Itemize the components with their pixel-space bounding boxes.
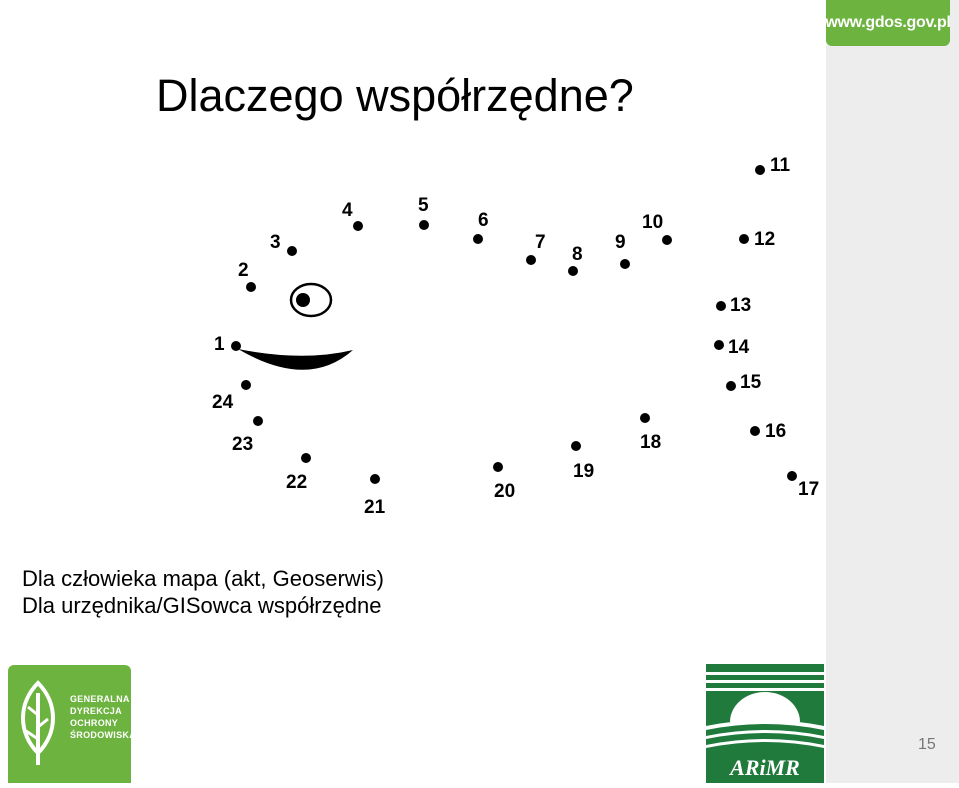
- page-number: 15: [918, 736, 936, 753]
- dot-10: [662, 235, 672, 245]
- fish-eye: [291, 284, 331, 316]
- dot-9: [620, 259, 630, 269]
- dot-label: 11: [770, 155, 791, 176]
- dot-label: 13: [730, 295, 752, 316]
- dot-label: 17: [798, 479, 820, 500]
- dot-label: 10: [642, 212, 664, 233]
- dot-label: 4: [342, 200, 353, 221]
- gdos-url-badge[interactable]: www.gdos.gov.pl: [826, 0, 950, 46]
- dot-18: [640, 413, 650, 423]
- slide-title: Dlaczego współrzędne?: [156, 70, 634, 121]
- dot-23: [253, 416, 263, 426]
- dot-7: [526, 255, 536, 265]
- dot-label: 6: [478, 210, 489, 231]
- body-line-2: Dla urzędnika/GISowca współrzędne: [22, 593, 382, 618]
- dot-label: 5: [418, 195, 429, 216]
- dot-label: 15: [740, 372, 762, 393]
- dot-21: [370, 474, 380, 484]
- dot-label: 1: [214, 334, 225, 355]
- dot-label: 2: [238, 260, 249, 281]
- dot-19: [571, 441, 581, 451]
- dot-label: 14: [728, 337, 750, 358]
- arimr-logo: [706, 664, 824, 783]
- dot-label: 8: [572, 244, 583, 265]
- dot-17: [787, 471, 797, 481]
- dot-label: 3: [270, 232, 281, 253]
- dot-label: 21: [364, 497, 386, 518]
- leaf-icon: [8, 665, 68, 783]
- dot-label: 18: [640, 432, 662, 453]
- gdos-logo: [8, 665, 136, 783]
- body-line-1: Dla człowieka mapa (akt, Geoserwis): [22, 566, 384, 591]
- arimr-logo-text: ARiMR: [730, 755, 800, 780]
- dot-5: [419, 220, 429, 230]
- dot-3: [287, 246, 297, 256]
- dot-label: 20: [494, 481, 516, 502]
- dot-to-dot-figure: [208, 150, 826, 520]
- dot-6: [473, 234, 483, 244]
- dot-24: [241, 380, 251, 390]
- dot-figure-svg: [208, 150, 826, 520]
- dot-14: [714, 340, 724, 350]
- dot-20: [493, 462, 503, 472]
- dot-15: [726, 381, 736, 391]
- dot-label: 22: [286, 472, 308, 493]
- dot-8: [568, 266, 578, 276]
- dot-label: 9: [615, 232, 626, 253]
- fish-mouth: [238, 349, 353, 370]
- dot-11: [755, 165, 765, 175]
- dot-label: 23: [232, 434, 254, 455]
- dot-4: [353, 221, 363, 231]
- right-sidebar: [826, 0, 959, 783]
- dot-12: [739, 234, 749, 244]
- dot-label: 24: [212, 392, 234, 413]
- slide-body: [22, 565, 384, 619]
- dot-2: [246, 282, 256, 292]
- dot-label: 12: [754, 229, 776, 250]
- dot-16: [750, 426, 760, 436]
- dot-13: [716, 301, 726, 311]
- gdos-logo-text: GENERALNA DYREKCJA OCHRONY ŚRODOWISKA: [70, 694, 136, 740]
- dot-label: 7: [535, 232, 546, 253]
- dot-label: 16: [765, 421, 787, 442]
- dot-label: 19: [573, 461, 595, 482]
- dot-22: [301, 453, 311, 463]
